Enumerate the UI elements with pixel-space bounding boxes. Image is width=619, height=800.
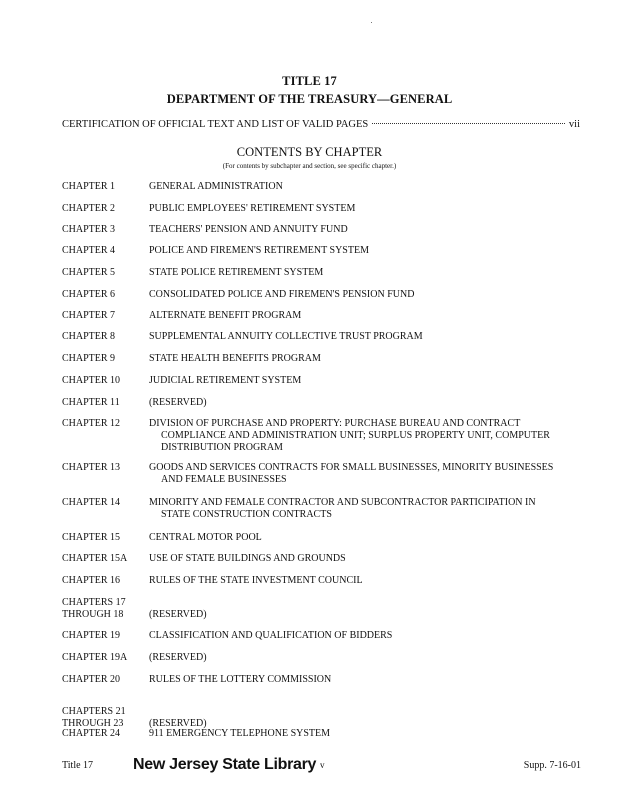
- chapter-number: [62, 375, 146, 387]
- chapter-title-continuation: DISTRIBUTION PROGRAM: [161, 442, 283, 453]
- chapter-title: [149, 609, 579, 621]
- chapter-number: [62, 267, 146, 279]
- chapter-number: [62, 203, 146, 215]
- chapter-title-line: RULES OF THE STATE INVESTMENT COUNCIL: [149, 575, 363, 586]
- chapter-number: [62, 397, 146, 409]
- chapter-title-line: SUPPLEMENTAL ANNUITY COLLECTIVE TRUST PROGRAM: [149, 331, 423, 342]
- chapter-number-text: CHAPTER 5: [62, 267, 116, 278]
- chapter-title: [149, 245, 579, 257]
- chapter-title-continuation: STATE CONSTRUCTION CONTRACTS: [161, 509, 332, 520]
- chapter-title-line: (RESERVED): [149, 652, 207, 663]
- chapter-number-text-continued: THROUGH 18: [62, 609, 124, 620]
- chapter-title-line: ALTERNATE BENEFIT PROGRAM: [149, 310, 302, 321]
- chapter-number: [62, 706, 146, 730]
- chapter-number-text: CHAPTER 19: [62, 630, 121, 641]
- chapter-title-line: 911 EMERGENCY TELEPHONE SYSTEM: [149, 728, 331, 739]
- page-number: v: [320, 760, 325, 770]
- chapter-title: [149, 181, 579, 193]
- chapter-title-continuation: COMPLIANCE AND ADMINISTRATION UNIT; SURPLUS PROPERTY UNIT, COMPUTER: [161, 430, 550, 441]
- chapter-title: [149, 532, 579, 544]
- chapter-title: [149, 310, 579, 322]
- chapter-title-line: GOODS AND SERVICES CONTRACTS FOR SMALL BUSINESSES, MINORITY BUSINESSES: [149, 462, 554, 473]
- chapter-number-text-continued: THROUGH 23: [62, 718, 124, 729]
- chapter-title-line: RULES OF THE LOTTERY COMMISSION: [149, 674, 332, 685]
- footer-title: Title 17: [62, 760, 94, 771]
- chapter-title-line: GENERAL ADMINISTRATION: [149, 181, 283, 192]
- chapter-title: [149, 418, 579, 454]
- chapter-title: [149, 575, 579, 587]
- chapter-title: [149, 674, 579, 686]
- chapter-title: [149, 397, 579, 409]
- chapter-number-text: CHAPTER 24: [62, 728, 121, 739]
- title-number: TITLE 17: [282, 74, 337, 88]
- chapter-title-line: CLASSIFICATION AND QUALIFICATION OF BIDDERS: [149, 630, 393, 641]
- title-department: DEPARTMENT OF THE TREASURY—GENERAL: [166, 92, 453, 106]
- chapter-number-text: CHAPTER 20: [62, 674, 121, 685]
- chapter-title: [149, 497, 579, 521]
- chapter-number-text: CHAPTER 10: [62, 375, 121, 386]
- chapter-number: [62, 553, 146, 565]
- chapter-number: [62, 652, 146, 664]
- chapter-title: [149, 553, 579, 565]
- chapter-number: [62, 728, 146, 740]
- chapter-number: [62, 674, 146, 686]
- certification-page: vii: [568, 119, 580, 130]
- chapter-number: [62, 630, 146, 642]
- chapter-title: [149, 375, 579, 387]
- chapter-title-line: TEACHERS' PENSION AND ANNUITY FUND: [149, 224, 348, 235]
- chapter-title-line: JUDICIAL RETIREMENT SYSTEM: [149, 375, 302, 386]
- chapter-title: [149, 224, 579, 236]
- contents-note: (For contents by subchapter and section, see specific chapter.): [222, 162, 397, 170]
- chapter-number: [62, 245, 146, 257]
- chapter-number-text: CHAPTERS 17: [62, 597, 126, 608]
- chapter-number-text: CHAPTER 7: [62, 310, 116, 321]
- chapter-title-line: STATE POLICE RETIREMENT SYSTEM: [149, 267, 324, 278]
- certification-label: CERTIFICATION OF OFFICIAL TEXT AND LIST OF VALID PAGES: [62, 119, 369, 130]
- chapter-title-line: CENTRAL MOTOR POOL: [149, 532, 262, 543]
- chapter-number: [62, 289, 146, 301]
- chapter-title-line: CONSOLIDATED POLICE AND FIREMEN'S PENSION FUND: [149, 289, 415, 300]
- page-footer: [0, 756, 619, 780]
- chapter-number-text: CHAPTER 9: [62, 353, 116, 364]
- chapter-number: [62, 224, 146, 236]
- chapter-number: [62, 181, 146, 193]
- chapter-title: [149, 630, 579, 642]
- chapter-title-line: MINORITY AND FEMALE CONTRACTOR AND SUBCONTRACTOR PARTICIPATION IN: [149, 497, 536, 508]
- chapter-title: [149, 331, 579, 343]
- chapter-title: [149, 462, 579, 486]
- chapter-number-text: CHAPTER 1: [62, 181, 116, 192]
- chapter-title-line: (RESERVED): [149, 609, 207, 620]
- chapter-title-line: STATE HEALTH BENEFITS PROGRAM: [149, 353, 321, 364]
- certification-line: [62, 119, 580, 130]
- chapter-number: [62, 418, 146, 430]
- chapter-title: [149, 267, 579, 279]
- chapter-number-text: CHAPTER 11: [62, 397, 120, 408]
- chapter-title-line: PUBLIC EMPLOYEES' RETIREMENT SYSTEM: [149, 203, 356, 214]
- chapter-title-line: USE OF STATE BUILDINGS AND GROUNDS: [149, 553, 346, 564]
- chapter-number-text: CHAPTER 2: [62, 203, 116, 214]
- chapter-number: [62, 575, 146, 587]
- chapter-number: [62, 353, 146, 365]
- chapter-number-text: CHAPTER 3: [62, 224, 116, 235]
- chapter-number: [62, 497, 146, 509]
- chapter-number-text: CHAPTER 6: [62, 289, 116, 300]
- chapter-number-text: CHAPTER 19A: [62, 652, 128, 663]
- chapter-number-text: CHAPTERS 21: [62, 706, 126, 717]
- chapter-number-text: CHAPTER 12: [62, 418, 121, 429]
- supplement-date: Supp. 7-16-01: [523, 760, 581, 771]
- chapter-number-text: CHAPTER 15: [62, 532, 121, 543]
- chapter-number-text: CHAPTER 14: [62, 497, 121, 508]
- chapter-title-line: (RESERVED): [149, 718, 207, 729]
- chapter-title: [149, 203, 579, 215]
- library-watermark: New Jersey State Library: [133, 756, 317, 773]
- chapter-title-line: DIVISION OF PURCHASE AND PROPERTY: PURCHASE BUREAU AND CONTRACT: [149, 418, 521, 429]
- chapter-title-line: (RESERVED): [149, 397, 207, 408]
- chapter-number: [62, 532, 146, 544]
- contents-heading: CONTENTS BY CHAPTER: [236, 145, 383, 159]
- scan-speck: [371, 22, 372, 23]
- chapter-title: [149, 652, 579, 664]
- chapter-title-line: POLICE AND FIREMEN'S RETIREMENT SYSTEM: [149, 245, 369, 256]
- chapter-number-text: CHAPTER 13: [62, 462, 121, 473]
- chapter-title: [149, 289, 579, 301]
- chapter-number-text: CHAPTER 8: [62, 331, 116, 342]
- chapter-title: [149, 353, 579, 365]
- chapter-number-text: CHAPTER 15A: [62, 553, 128, 564]
- chapter-number-text: CHAPTER 4: [62, 245, 116, 256]
- dot-leader: [372, 123, 565, 124]
- chapter-number-text: CHAPTER 16: [62, 575, 121, 586]
- chapter-number: [62, 331, 146, 343]
- chapter-title-continuation: AND FEMALE BUSINESSES: [161, 474, 287, 485]
- chapter-number: [62, 310, 146, 322]
- chapter-number: [62, 597, 146, 621]
- chapter-title: [149, 728, 579, 740]
- chapter-number: [62, 462, 146, 474]
